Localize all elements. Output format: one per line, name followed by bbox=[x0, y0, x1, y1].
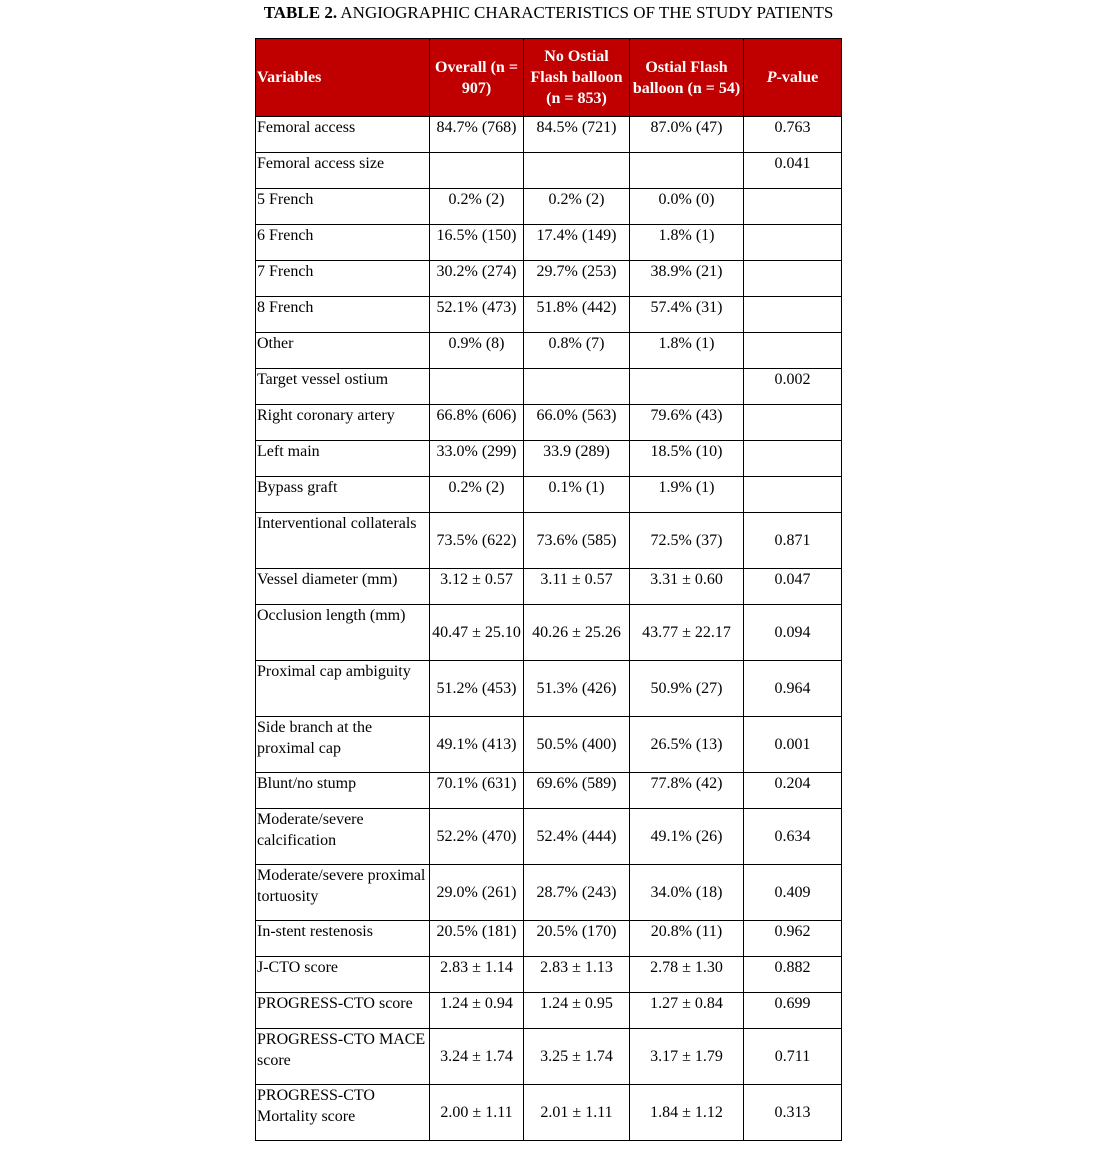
cell-no-ostial-flash bbox=[524, 153, 630, 189]
cell-p-value bbox=[744, 225, 842, 261]
header-no-ostial-flash: No Ostial Flash balloon (n = 853) bbox=[524, 39, 630, 117]
cell-overall: 73.5% (622) bbox=[430, 513, 524, 569]
cell-p-value: 0.711 bbox=[744, 1029, 842, 1085]
table-row bbox=[256, 605, 842, 661]
cell-overall: 0.9% (8) bbox=[430, 333, 524, 369]
row-label: Interventional collaterals bbox=[256, 513, 430, 569]
cell-p-value bbox=[744, 333, 842, 369]
cell-overall: 84.7% (768) bbox=[430, 117, 524, 153]
header-variables: Variables bbox=[256, 39, 430, 117]
cell-p-value: 0.964 bbox=[744, 661, 842, 717]
header-p-letter: P bbox=[766, 69, 777, 86]
row-label: 8 French bbox=[256, 297, 430, 333]
table-row bbox=[256, 865, 842, 921]
cell-overall: 49.1% (413) bbox=[430, 717, 524, 773]
table-row bbox=[256, 297, 842, 333]
cell-overall: 2.00 ± 1.11 bbox=[430, 1085, 524, 1141]
table-row bbox=[256, 405, 842, 441]
cell-overall: 16.5% (150) bbox=[430, 225, 524, 261]
cell-p-value: 0.699 bbox=[744, 993, 842, 1029]
cell-overall: 3.12 ± 0.57 bbox=[430, 569, 524, 605]
cell-ostial-flash: 1.84 ± 1.12 bbox=[630, 1085, 744, 1141]
table-row bbox=[256, 117, 842, 153]
row-label: Right coronary artery bbox=[256, 405, 430, 441]
row-label: Other bbox=[256, 333, 430, 369]
cell-overall: 1.24 ± 0.94 bbox=[430, 993, 524, 1029]
table-row bbox=[256, 1029, 842, 1085]
cell-ostial-flash: 34.0% (18) bbox=[630, 865, 744, 921]
cell-overall: 0.2% (2) bbox=[430, 189, 524, 225]
table-row bbox=[256, 957, 842, 993]
cell-overall: 66.8% (606) bbox=[430, 405, 524, 441]
row-label: Moderate/severe calcification bbox=[256, 809, 430, 865]
cell-ostial-flash: 0.0% (0) bbox=[630, 189, 744, 225]
table-row bbox=[256, 809, 842, 865]
cell-no-ostial-flash: 52.4% (444) bbox=[524, 809, 630, 865]
cell-ostial-flash bbox=[630, 369, 744, 405]
cell-overall: 2.83 ± 1.14 bbox=[430, 957, 524, 993]
cell-no-ostial-flash: 69.6% (589) bbox=[524, 773, 630, 809]
table-row bbox=[256, 1085, 842, 1141]
cell-no-ostial-flash: 20.5% (170) bbox=[524, 921, 630, 957]
row-label: Femoral access bbox=[256, 117, 430, 153]
cell-no-ostial-flash: 1.24 ± 0.95 bbox=[524, 993, 630, 1029]
row-label: Blunt/no stump bbox=[256, 773, 430, 809]
cell-p-value bbox=[744, 189, 842, 225]
cell-no-ostial-flash: 0.1% (1) bbox=[524, 477, 630, 513]
cell-ostial-flash: 3.17 ± 1.79 bbox=[630, 1029, 744, 1085]
row-label: 6 French bbox=[256, 225, 430, 261]
cell-p-value: 0.204 bbox=[744, 773, 842, 809]
cell-no-ostial-flash: 3.25 ± 1.74 bbox=[524, 1029, 630, 1085]
cell-ostial-flash: 20.8% (11) bbox=[630, 921, 744, 957]
cell-ostial-flash: 1.8% (1) bbox=[630, 225, 744, 261]
table-row bbox=[256, 513, 842, 569]
table-row bbox=[256, 717, 842, 773]
cell-no-ostial-flash: 33.9 (289) bbox=[524, 441, 630, 477]
table-body bbox=[256, 117, 842, 1141]
row-label: J-CTO score bbox=[256, 957, 430, 993]
row-label: Vessel diameter (mm) bbox=[256, 569, 430, 605]
cell-overall: 33.0% (299) bbox=[430, 441, 524, 477]
cell-ostial-flash: 49.1% (26) bbox=[630, 809, 744, 865]
table-row bbox=[256, 189, 842, 225]
row-label: PROGRESS-CTO score bbox=[256, 993, 430, 1029]
cell-ostial-flash: 79.6% (43) bbox=[630, 405, 744, 441]
cell-p-value: 0.094 bbox=[744, 605, 842, 661]
table-header-row bbox=[256, 39, 842, 117]
row-label: PROGRESS-CTO MACE score bbox=[256, 1029, 430, 1085]
cell-p-value bbox=[744, 405, 842, 441]
table-row bbox=[256, 225, 842, 261]
cell-no-ostial-flash bbox=[524, 369, 630, 405]
cell-p-value: 0.962 bbox=[744, 921, 842, 957]
table-row bbox=[256, 261, 842, 297]
cell-ostial-flash: 1.9% (1) bbox=[630, 477, 744, 513]
cell-overall bbox=[430, 153, 524, 189]
cell-p-value: 0.041 bbox=[744, 153, 842, 189]
header-p-value bbox=[744, 39, 842, 117]
cell-no-ostial-flash: 84.5% (721) bbox=[524, 117, 630, 153]
cell-ostial-flash: 50.9% (27) bbox=[630, 661, 744, 717]
cell-p-value: 0.882 bbox=[744, 957, 842, 993]
cell-ostial-flash: 43.77 ± 22.17 bbox=[630, 605, 744, 661]
cell-ostial-flash bbox=[630, 153, 744, 189]
table-row bbox=[256, 993, 842, 1029]
cell-overall: 51.2% (453) bbox=[430, 661, 524, 717]
row-label: Proximal cap ambiguity bbox=[256, 661, 430, 717]
table-row bbox=[256, 477, 842, 513]
table-row bbox=[256, 369, 842, 405]
cell-ostial-flash: 1.8% (1) bbox=[630, 333, 744, 369]
row-label: Bypass graft bbox=[256, 477, 430, 513]
cell-overall: 20.5% (181) bbox=[430, 921, 524, 957]
cell-p-value: 0.313 bbox=[744, 1085, 842, 1141]
cell-p-value: 0.047 bbox=[744, 569, 842, 605]
cell-no-ostial-flash: 0.2% (2) bbox=[524, 189, 630, 225]
row-label: Side branch at the proximal cap bbox=[256, 717, 430, 773]
cell-ostial-flash: 38.9% (21) bbox=[630, 261, 744, 297]
cell-ostial-flash: 26.5% (13) bbox=[630, 717, 744, 773]
cell-overall: 40.47 ± 25.10 bbox=[430, 605, 524, 661]
table-row bbox=[256, 333, 842, 369]
cell-p-value: 0.871 bbox=[744, 513, 842, 569]
cell-no-ostial-flash: 50.5% (400) bbox=[524, 717, 630, 773]
cell-p-value: 0.763 bbox=[744, 117, 842, 153]
cell-no-ostial-flash: 17.4% (149) bbox=[524, 225, 630, 261]
row-label: 5 French bbox=[256, 189, 430, 225]
row-label: Moderate/severe proximal tortuosity bbox=[256, 865, 430, 921]
cell-overall: 3.24 ± 1.74 bbox=[430, 1029, 524, 1085]
cell-ostial-flash: 1.27 ± 0.84 bbox=[630, 993, 744, 1029]
header-p-rest: -value bbox=[776, 69, 819, 86]
cell-ostial-flash: 2.78 ± 1.30 bbox=[630, 957, 744, 993]
cell-ostial-flash: 18.5% (10) bbox=[630, 441, 744, 477]
cell-p-value bbox=[744, 261, 842, 297]
cell-overall: 29.0% (261) bbox=[430, 865, 524, 921]
row-label: Femoral access size bbox=[256, 153, 430, 189]
cell-no-ostial-flash: 2.83 ± 1.13 bbox=[524, 957, 630, 993]
table-row bbox=[256, 441, 842, 477]
cell-ostial-flash: 87.0% (47) bbox=[630, 117, 744, 153]
cell-ostial-flash: 3.31 ± 0.60 bbox=[630, 569, 744, 605]
cell-ostial-flash: 57.4% (31) bbox=[630, 297, 744, 333]
cell-no-ostial-flash: 3.11 ± 0.57 bbox=[524, 569, 630, 605]
row-label: PROGRESS-CTO Mortality score bbox=[256, 1085, 430, 1141]
cell-p-value: 0.001 bbox=[744, 717, 842, 773]
caption-title: ANGIOGRAPHIC CHARACTERISTICS OF THE STUDY PATIENTS bbox=[337, 3, 834, 22]
row-label: In-stent restenosis bbox=[256, 921, 430, 957]
row-label: Target vessel ostium bbox=[256, 369, 430, 405]
table-row bbox=[256, 661, 842, 717]
cell-no-ostial-flash: 0.8% (7) bbox=[524, 333, 630, 369]
cell-p-value: 0.002 bbox=[744, 369, 842, 405]
table-caption bbox=[0, 3, 1097, 23]
cell-overall: 52.2% (470) bbox=[430, 809, 524, 865]
cell-no-ostial-flash: 2.01 ± 1.11 bbox=[524, 1085, 630, 1141]
cell-p-value: 0.634 bbox=[744, 809, 842, 865]
cell-no-ostial-flash: 51.3% (426) bbox=[524, 661, 630, 717]
header-ostial-flash: Ostial Flash balloon (n = 54) bbox=[630, 39, 744, 117]
cell-overall: 30.2% (274) bbox=[430, 261, 524, 297]
table-row bbox=[256, 569, 842, 605]
cell-p-value bbox=[744, 477, 842, 513]
table-row bbox=[256, 773, 842, 809]
row-label: 7 French bbox=[256, 261, 430, 297]
angiographic-characteristics-table bbox=[255, 38, 842, 1141]
cell-p-value: 0.409 bbox=[744, 865, 842, 921]
cell-ostial-flash: 72.5% (37) bbox=[630, 513, 744, 569]
header-overall: Overall (n = 907) bbox=[430, 39, 524, 117]
row-label: Left main bbox=[256, 441, 430, 477]
cell-overall: 70.1% (631) bbox=[430, 773, 524, 809]
cell-no-ostial-flash: 28.7% (243) bbox=[524, 865, 630, 921]
cell-ostial-flash: 77.8% (42) bbox=[630, 773, 744, 809]
cell-no-ostial-flash: 66.0% (563) bbox=[524, 405, 630, 441]
cell-p-value bbox=[744, 441, 842, 477]
cell-no-ostial-flash: 73.6% (585) bbox=[524, 513, 630, 569]
caption-label: TABLE 2. bbox=[263, 3, 338, 22]
cell-p-value bbox=[744, 297, 842, 333]
cell-overall: 0.2% (2) bbox=[430, 477, 524, 513]
table-row bbox=[256, 153, 842, 189]
cell-no-ostial-flash: 29.7% (253) bbox=[524, 261, 630, 297]
row-label: Occlusion length (mm) bbox=[256, 605, 430, 661]
cell-no-ostial-flash: 51.8% (442) bbox=[524, 297, 630, 333]
cell-overall: 52.1% (473) bbox=[430, 297, 524, 333]
cell-overall bbox=[430, 369, 524, 405]
cell-no-ostial-flash: 40.26 ± 25.26 bbox=[524, 605, 630, 661]
table-row bbox=[256, 921, 842, 957]
